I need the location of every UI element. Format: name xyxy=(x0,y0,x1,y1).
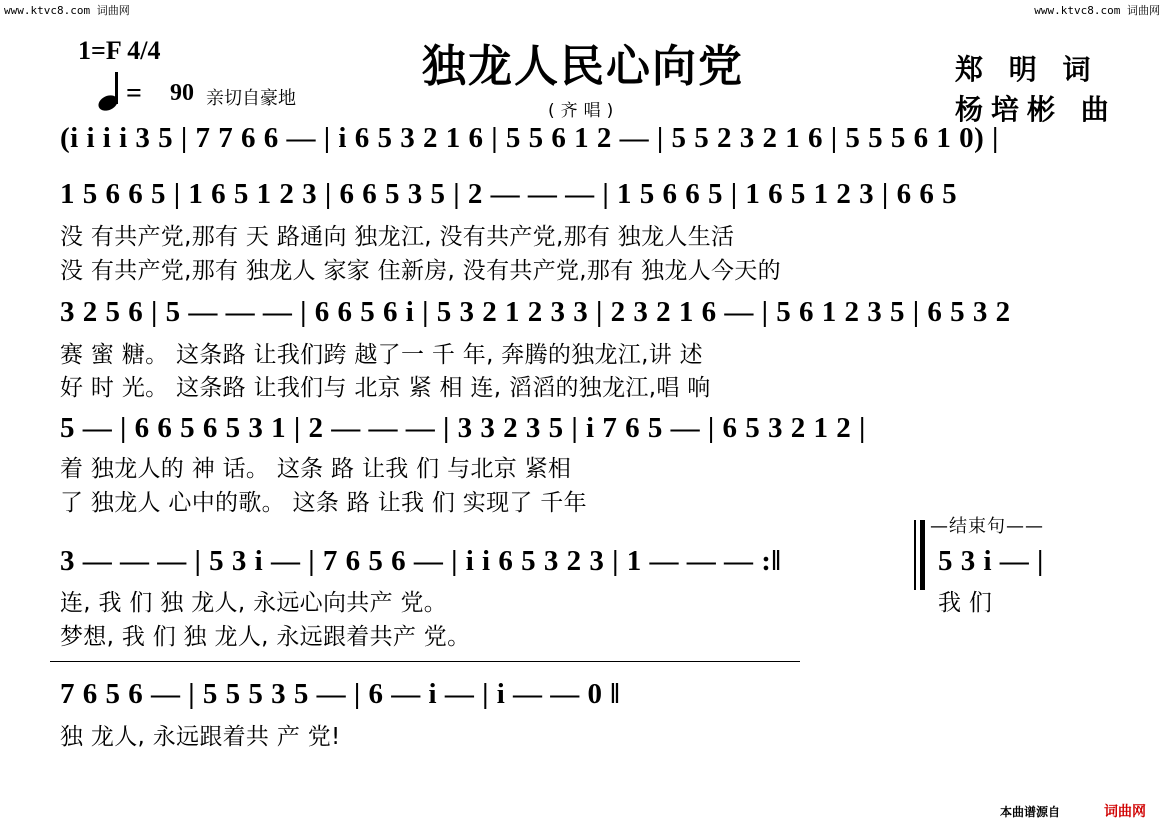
song-title: 独龙人民心向党 xyxy=(422,41,744,92)
ending-lyrics: 我 们 xyxy=(938,590,993,616)
lyrics-line-1-verse-1: 没 有共产党,那有 天 路通向 独龙江, 没有共产党,那有 独龙人生活 xyxy=(60,224,735,250)
lyrics-line-2-verse-2: 好 时 光。 这条路 让我们与 北京 紧 相 连, 滔滔的独龙江,唱 响 xyxy=(60,375,711,401)
intro-notes: (i i i i 3 5 | 7 7 6 6 — | i 6 5 3 2 1 6 | 5 5 6 1 2 — | 5 5 2 3 2 1 6 | 5 5 5 6 1 0) | xyxy=(60,122,999,154)
lyrics-line-1-verse-2: 没 有共产党,那有 独龙人 家家 住新房, 没有共产党,那有 独龙人今天的 xyxy=(60,258,781,284)
ending-bar-thick xyxy=(920,520,925,590)
lyrics-line-3-verse-1: 着 独龙人的 神 话。 这条 路 让我 们 与北京 紧相 xyxy=(60,456,572,482)
section-divider xyxy=(50,661,800,662)
tempo-equals: = xyxy=(126,78,142,109)
source-brand: 词曲网 xyxy=(1104,804,1146,820)
composer-credit: 杨培彬 曲 xyxy=(955,93,1117,126)
source-note: 本曲谱源自 xyxy=(1000,805,1061,819)
notes-line-1: 1 5 6 6 5 | 1 6 5 1 2 3 | 6 6 5 3 5 | 2 — — — | 1 5 6 6 5 | 1 6 5 1 2 3 | 6 6 5 xyxy=(60,178,958,210)
lyrics-line-3-verse-2: 了 独龙人 心中的歌。 这条 路 让我 们 实现了 千年 xyxy=(60,490,587,516)
tempo-value: 90 xyxy=(170,80,194,106)
ending-label: —结束句—— xyxy=(930,516,1044,537)
expression-mark: 亲切自豪地 xyxy=(206,88,296,109)
lyrics-line-5: 独 龙人, 永远跟着共 产 党! xyxy=(60,724,341,750)
song-subtitle: (齐唱) xyxy=(548,101,620,121)
ending-notes: 5 3 i — | xyxy=(938,545,1044,577)
notes-line-5: 7 6 5 6 — | 5 5 5 3 5 — | 6 — i — | i — — 0 ‖ xyxy=(60,678,621,710)
notes-line-3: 5 — | 6 6 5 6 5 3 1 | 2 — — — | 3 3 2 3 5 | i 7 6 5 — | 6 5 3 2 1 2 | xyxy=(60,412,866,444)
lyrics-line-4-verse-2: 梦想, 我 们 独 龙人, 永远跟着共产 党。 xyxy=(60,624,471,650)
ending-bar-thin xyxy=(914,520,916,590)
lyrics-line-4-verse-1: 连, 我 们 独 龙人, 永远心向共产 党。 xyxy=(60,590,448,616)
notes-line-2: 3 2 5 6 | 5 — — — | 6 6 5 6 i | 5 3 2 1 2 3 3 | 2 3 2 1 6 — | 5 6 1 2 3 5 | 6 5 3 2 xyxy=(60,296,1011,328)
key-signature: 1=F 4/4 xyxy=(78,36,161,65)
lyrics-line-2-verse-1: 赛 蜜 糖。 这条路 让我们跨 越了一 千 年, 奔腾的独龙江,讲 述 xyxy=(60,342,703,368)
lyricist-credit: 郑 明 词 xyxy=(955,53,1099,86)
site-watermark-left: www.ktvc8.com 词曲网 xyxy=(4,4,130,17)
site-watermark-right: www.ktvc8.com 词曲网 xyxy=(1034,4,1160,17)
notes-line-4: 3 — — — | 5 3 i — | 7 6 5 6 — | i i 6 5 3 2 3 | 1 — — — :‖ xyxy=(60,545,782,577)
